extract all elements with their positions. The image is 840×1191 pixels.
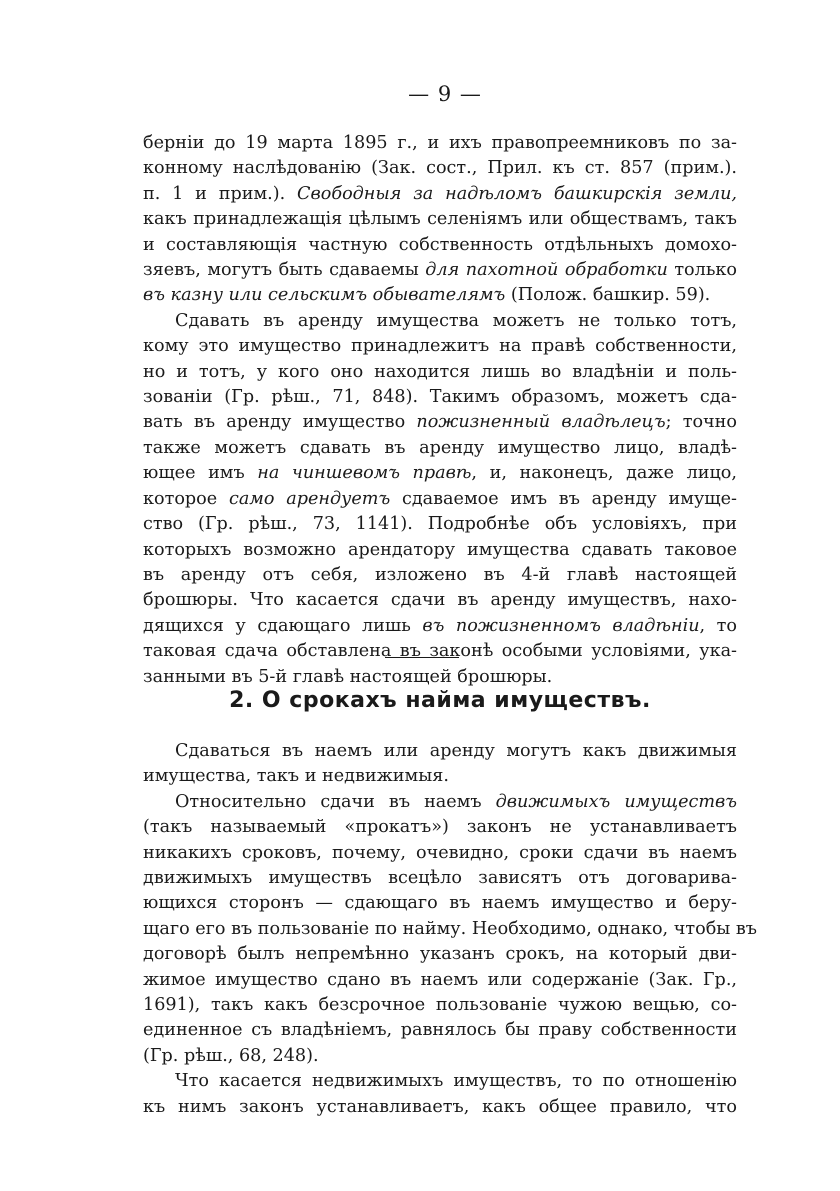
text-segment: конному наслѣдованію (Зак. сост., Прил. къ ст. 857 (прим.).: [143, 158, 737, 179]
text-segment: (такъ называемый «прокатъ») законъ не устанавливаетъ: [143, 817, 737, 838]
text-segment: къ нимъ законъ устанавливаетъ, какъ общее правило, что: [143, 1096, 737, 1117]
text-segment: которыхъ возможно арендатору имущества сдавать таковое: [143, 539, 737, 560]
text-line: [143, 334, 737, 359]
text-segment: только: [667, 260, 737, 281]
page-number: — 9 —: [408, 82, 482, 106]
text-segment: (Гр. рѣш., 68, 248).: [143, 1045, 319, 1066]
text-segment: также можетъ сдавать въ аренду имущество лицо, владѣ-: [143, 437, 737, 458]
text-line: [143, 968, 737, 993]
italic-text-segment: для пахотной обработки: [425, 260, 668, 281]
text-line: [143, 665, 737, 690]
text-line: [143, 639, 737, 664]
text-line: [143, 233, 737, 258]
text-segment: ство (Гр. рѣш., 73, 1141). Подробнѣе объ условіяхъ, при: [143, 514, 737, 535]
text-line: [143, 131, 737, 156]
text-line: [143, 156, 737, 181]
text-line: [143, 1095, 737, 1120]
text-line: [143, 815, 737, 840]
italic-text-segment: пожизненный владѣлецъ: [416, 412, 666, 433]
text-segment: берніи до 19 марта 1895 г., и ихъ правопреемниковъ по за-: [143, 133, 737, 153]
italic-text-segment: Свободныя за надѣломъ башкирскія земли,: [297, 183, 738, 204]
text-segment: Относительно сдачи въ наемъ: [175, 791, 496, 812]
text-line: [143, 866, 737, 891]
text-segment: единенное съ владѣніемъ, равнялось бы праву собственности: [143, 1020, 737, 1041]
text-line: [143, 461, 737, 486]
text-segment: въ аренду отъ себя, изложено въ 4-й главѣ настоящей: [143, 564, 737, 585]
text-line: [143, 207, 737, 232]
text-line: [143, 410, 737, 435]
text-segment: 1691), такъ какъ безсрочное пользованіе чужою вещью, со-: [143, 995, 737, 1016]
text-segment: договорѣ былъ непремѣнно указанъ срокъ, на который дви-: [143, 944, 737, 965]
text-line: [143, 309, 737, 334]
section-divider: [385, 657, 459, 658]
paragraph-block-intro: [143, 131, 737, 690]
text-line: [143, 436, 737, 461]
text-line: [143, 182, 737, 207]
text-segment: (Полож. башкир. 59).: [505, 285, 711, 306]
text-segment: жимое имущество сдано въ наемъ или содержаніе (Зак. Гр.,: [143, 969, 737, 990]
text-line: [143, 1069, 737, 1094]
text-segment: щаго его въ пользованіе по найму. Необходимо, однако, чтобы въ: [143, 918, 757, 939]
text-line: [143, 1018, 737, 1043]
text-segment: Что касается недвижимыхъ имуществъ, то по отношенію: [175, 1071, 737, 1092]
text-segment: занными въ 5-й главѣ настоящей брошюры.: [143, 666, 553, 687]
text-segment: зованіи (Гр. рѣш., 71, 848). Такимъ образомъ, можетъ сда-: [143, 387, 737, 408]
text-line: [143, 614, 737, 639]
text-segment: какъ принадлежащія цѣлымъ селеніямъ или обществамъ, такъ: [143, 209, 737, 230]
text-line: [143, 891, 737, 916]
italic-text-segment: въ казну или сельскимъ обывателямъ: [143, 285, 506, 306]
italic-text-segment: въ пожизненномъ владѣніи: [422, 615, 700, 636]
text-line: [143, 841, 737, 866]
paragraph-block-terms: [143, 739, 757, 1120]
text-segment: ; точно: [665, 412, 737, 433]
text-line: [143, 764, 737, 789]
text-line: [143, 790, 737, 815]
text-segment: зяевъ, могутъ быть сдаваемы: [143, 260, 426, 281]
italic-text-segment: на чиншевомъ правѣ: [257, 463, 472, 484]
text-segment: кому это имущество принадлежитъ на правѣ собственности,: [143, 336, 737, 357]
text-line: [143, 917, 757, 942]
text-segment: дящихся у сдающаго лишь: [143, 615, 423, 636]
text-segment: , то: [699, 615, 737, 636]
text-segment: имущества, такъ и недвижимыя.: [143, 766, 449, 787]
text-line: [143, 487, 737, 512]
text-segment: никакихъ сроковъ, почему, очевидно, сроки сдачи въ наемъ: [143, 842, 737, 863]
text-line: [143, 538, 737, 563]
text-segment: таковая сдача обставлена въ законѣ особыми условіями, ука-: [143, 641, 737, 662]
text-line: [143, 385, 737, 410]
text-segment: Сдавать въ аренду имущества можетъ не только тотъ,: [175, 310, 737, 331]
text-segment: ющихся сторонъ — сдающаго въ наемъ имущество и беру-: [143, 893, 737, 914]
text-segment: Сдаваться въ наемъ или аренду могутъ какъ движимыя: [175, 741, 737, 761]
text-segment: ющее имъ: [143, 463, 258, 484]
text-segment: движимыхъ имуществъ всецѣло зависятъ отъ договарива-: [143, 868, 737, 889]
text-line: [143, 993, 737, 1018]
text-segment: и составляющія частную собственность отдѣльныхъ домохо-: [143, 234, 737, 255]
text-line: [143, 1044, 737, 1069]
text-segment: но и тотъ, у кого оно находится лишь во владѣніи и поль-: [143, 361, 737, 382]
text-segment: сдаваемое имъ въ аренду имуще-: [390, 488, 738, 509]
text-line: [143, 739, 737, 764]
text-line: [143, 360, 737, 385]
text-segment: которое: [143, 488, 229, 509]
text-line: [143, 588, 737, 613]
text-line: [143, 283, 737, 308]
text-line: [143, 942, 737, 967]
italic-text-segment: движимыхъ имуществъ: [495, 791, 737, 812]
section-heading: 2. О срокахъ найма имуществъ.: [229, 688, 651, 713]
text-segment: брошюры. Что касается сдачи въ аренду имуществъ, нахо-: [143, 590, 737, 611]
text-segment: вать въ аренду имущество: [143, 412, 417, 433]
italic-text-segment: само арендуетъ: [228, 488, 391, 509]
text-line: [143, 258, 737, 283]
text-line: [143, 563, 737, 588]
text-line: [143, 512, 737, 537]
text-segment: , и, наконецъ, даже лицо,: [471, 463, 737, 484]
text-segment: п. 1 и прим.).: [143, 183, 298, 204]
